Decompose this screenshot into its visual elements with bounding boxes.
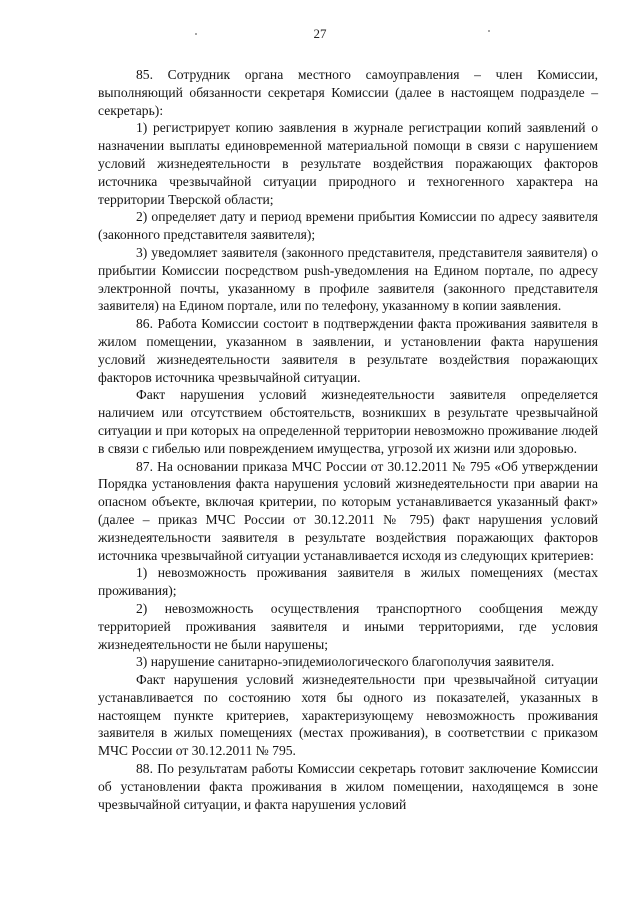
page-number: 27: [313, 26, 327, 41]
paragraph-85-item-1: 1) регистрирует копию заявления в журнале регистрации копий заявлений о назначении выплаты единовременной материальной помощи в связи с нарушением условий жизнедеятельности в результате воздействия поражающих факторов источника чрезвычайной ситуации природного и техногенного характера на территории Тверской области;: [98, 120, 598, 207]
paragraph-87-item-2: 2) невозможность осуществления транспортного сообщения между территорией проживания заявителя и иными территориями, где условия жизнедеятельности не были нарушены;: [98, 600, 598, 652]
paragraph-86-fact: Факт нарушения условий жизнедеятельности заявителя определяется наличием или отсутствием обстоятельств, возникших в результате чрезвычайной ситуации и при которых на определенной территории невозможно проживание людей в связи с гибелью или повреждением имущества, угрозой их жизни или здоровью.: [98, 387, 598, 456]
scan-speck: [195, 33, 197, 35]
scan-speck: [488, 30, 490, 32]
paragraph-87: 87. На основании приказа МЧС России от 30.12.2011 № 795 «Об утверждении Порядка установления факта нарушения условий жизнедеятельности при аварии на опасном объекте, включая критерии, по которым устанавливается указанный факт» (далее – приказ МЧС России от 30.12.2011 № 795) факт нарушения условий жизнедеятельности заявителя в результате воздействия поражающих факторов источника чрезвычайной ситуации устанавливается исходя из следующих критериев:: [98, 458, 598, 563]
paragraph-87-item-1: 1) невозможность проживания заявителя в жилых помещениях (местах проживания);: [98, 565, 598, 599]
paragraph-87-item-3: 3) нарушение санитарно-эпидемиологического благополучия заявителя.: [136, 654, 555, 670]
paragraph-87-fact: Факт нарушения условий жизнедеятельности при чрезвычайной ситуации устанавливается по состоянию хотя бы одного из показателей, указанных в настоящем пункте критериев, характеризующему невозможность проживания заявителя в жилых помещениях (местах проживания), в соответствии с приказом МЧС России от 30.12.2011 № 795.: [98, 672, 598, 759]
paragraph-85-item-3: 3) уведомляет заявителя (законного представителя, представителя заявителя) о прибытии Комиссии посредством push-уведомления на Едином портале, по адресу электронной почты, указанному в профиле заявителя (законного представителя заявителя) на Едином портале, или по телефону, указанному в копии заявления.: [98, 244, 598, 314]
document-body: [98, 66, 598, 813]
paragraph-88: 88. По результатам работы Комиссии секретарь готовит заключение Комиссии об установлении факта проживания в жилом помещении, находящемся в зоне чрезвычайной ситуации, и факта нарушения условий: [98, 761, 598, 812]
paragraph-85: 85. Сотрудник органа местного самоуправления – член Комиссии, выполняющий обязанности секретаря Комиссии (далее в настоящем подразделе – секретарь):: [98, 67, 598, 118]
paragraph-85-item-2: 2) определяет дату и период времени прибытия Комиссии по адресу заявителя (законного представителя заявителя);: [98, 209, 598, 243]
paragraph-86: 86. Работа Комиссии состоит в подтверждении факта проживания заявителя в жилом помещении, указанном в заявлении, и установлении факта нарушения условий жизнедеятельности заявителя в результате воздействия поражающих факторов источника чрезвычайной ситуации.: [98, 316, 598, 385]
